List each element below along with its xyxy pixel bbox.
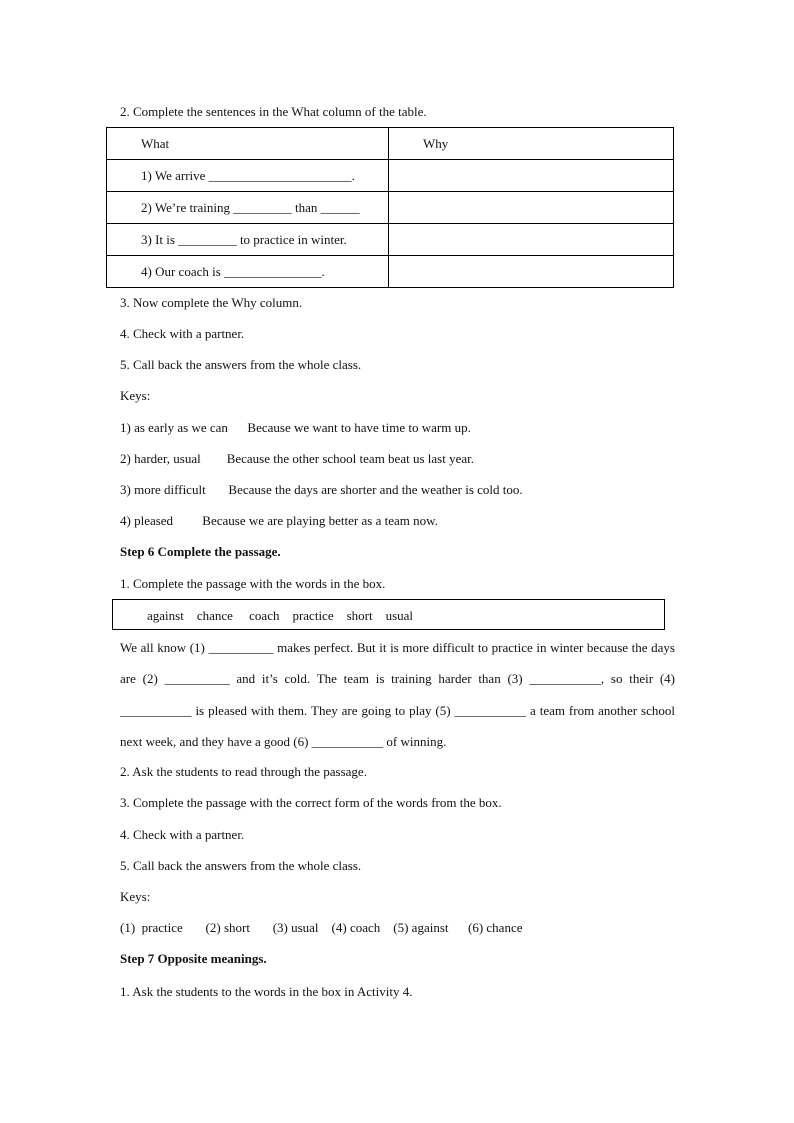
- instruction-why-column: 3. Now complete the Why column.: [120, 295, 303, 310]
- keys-label: Keys:: [120, 388, 151, 403]
- why-cell: [389, 192, 674, 224]
- instruction-call-back: 5. Call back the answers from the whole class.: [120, 357, 362, 372]
- step6-instruction-4: 4. Check with a partner.: [120, 827, 245, 842]
- word-box: against chance coach practice short usual: [112, 599, 665, 630]
- table-row: [107, 192, 674, 224]
- key-line: 3) more difficult Because the days are shorter and the weather is cold too.: [120, 482, 523, 497]
- keys-label: Keys:: [120, 889, 151, 904]
- step6-instruction-5: 5. Call back the answers from the whole class.: [120, 858, 362, 873]
- instruction-complete-table: 2. Complete the sentences in the What column of the table.: [120, 104, 427, 119]
- step6-instruction-2: 2. Ask the students to read through the passage.: [120, 764, 367, 779]
- why-cell: [389, 224, 674, 256]
- what-cell: 1) We arrive ______________________.: [107, 160, 389, 192]
- why-cell: [389, 160, 674, 192]
- key-line: 1) as early as we can Because we want to have time to warm up.: [120, 420, 471, 435]
- passage-text: We all know (1) __________ makes perfect. But it is more difficult to practice in winter because the days are (2) __________ and it’s cold. The team is training harder than (3) ___________, so their (4) ___________ is pleased with them. They are going to play (5) ___________ a team from another school next week, and they have a good (6) ___________ of winning.: [120, 640, 675, 749]
- key-line: 2) harder, usual Because the other school team beat us last year.: [120, 451, 474, 466]
- table-row: [107, 160, 674, 192]
- table-row: [107, 256, 674, 288]
- what-cell: 3) It is _________ to practice in winter.: [107, 224, 389, 256]
- what-why-table: [106, 127, 674, 288]
- what-cell: 2) We’re training _________ than ______: [107, 192, 389, 224]
- header-what: What: [107, 128, 389, 160]
- table-header-row: [107, 128, 674, 160]
- header-why: Why: [389, 128, 674, 160]
- why-cell: [389, 256, 674, 288]
- keys-answers: (1) practice (2) short (3) usual (4) coach (5) against (6) chance: [120, 920, 523, 935]
- step7-instruction-1: 1. Ask the students to the words in the box in Activity 4.: [120, 984, 413, 999]
- step7-heading: Step 7 Opposite meanings.: [120, 951, 267, 966]
- instruction-check-partner: 4. Check with a partner.: [120, 326, 245, 341]
- key-line: 4) pleased Because we are playing better as a team now.: [120, 513, 438, 528]
- step6-instruction-3: 3. Complete the passage with the correct form of the words from the box.: [120, 795, 502, 810]
- what-cell: 4) Our coach is _______________.: [107, 256, 389, 288]
- step6-heading: Step 6 Complete the passage.: [120, 544, 281, 559]
- step6-instruction-1: 1. Complete the passage with the words in the box.: [120, 576, 386, 591]
- table-row: [107, 224, 674, 256]
